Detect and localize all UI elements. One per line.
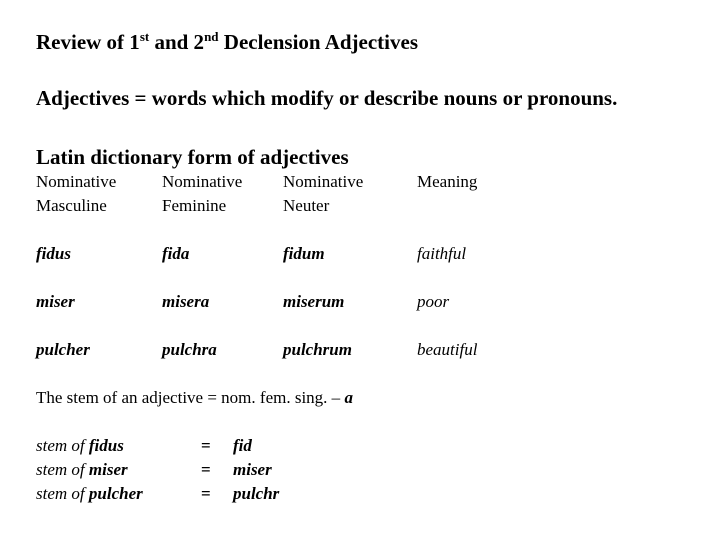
header-masculine: Masculine (36, 196, 107, 215)
row-fidus-masc: fidus (36, 244, 71, 263)
title-text-2: and 2 (149, 30, 205, 54)
stem-prefix: stem of (36, 436, 89, 455)
row-pulcher-meaning: beautiful (417, 340, 478, 359)
definition-line: Adjectives = words which modify or describe nouns or pronouns. (36, 86, 618, 110)
stem-word: miser (88, 460, 128, 479)
header-feminine: Feminine (162, 196, 227, 215)
stem-word: pulcher (88, 484, 143, 503)
stem-prefix: stem of (36, 484, 89, 503)
stem-rule (36, 388, 353, 408)
stem-equals: = (201, 484, 211, 503)
stem-equals: = (201, 436, 211, 455)
row-pulcher-fem: pulchra (162, 340, 217, 359)
stem-result: miser (233, 460, 272, 479)
title-superscript-st: st (139, 29, 150, 44)
row-fidus-meaning: faithful (417, 244, 467, 263)
row-pulcher-neut: pulchrum (283, 340, 352, 359)
row-fidus-fem: fida (162, 244, 190, 263)
stem-result: pulchr (233, 484, 280, 503)
stem-equals: = (201, 460, 211, 479)
header-meaning: Meaning (417, 172, 478, 191)
stem-result: fid (233, 436, 252, 455)
stem-prefix: stem of (36, 460, 89, 479)
stem-line-pulcher (36, 484, 143, 504)
title-text-1: Review of 1 (36, 30, 140, 54)
row-miser-fem: misera (162, 292, 210, 311)
stem-line-fidus (36, 436, 124, 456)
row-miser-neut: miserum (283, 292, 345, 311)
title-text-3: Declension Adjectives (218, 30, 419, 54)
page-title (36, 30, 418, 55)
header-nominative-2: Nominative (162, 172, 243, 191)
header-nominative-1: Nominative (36, 172, 117, 191)
stem-word: fidus (88, 436, 124, 455)
row-miser-masc: miser (36, 292, 75, 311)
row-miser-meaning: poor (417, 292, 450, 311)
header-neuter: Neuter (283, 196, 330, 215)
subheading: Latin dictionary form of adjectives (36, 145, 349, 169)
title-superscript-nd: nd (204, 29, 219, 44)
row-pulcher-masc: pulcher (36, 340, 90, 359)
header-nominative-3: Nominative (283, 172, 364, 191)
row-fidus-neut: fidum (283, 244, 325, 263)
stem-rule-letter: a (344, 388, 353, 407)
stem-line-miser (36, 460, 128, 480)
stem-rule-text: The stem of an adjective = nom. fem. sing. – (36, 388, 345, 407)
